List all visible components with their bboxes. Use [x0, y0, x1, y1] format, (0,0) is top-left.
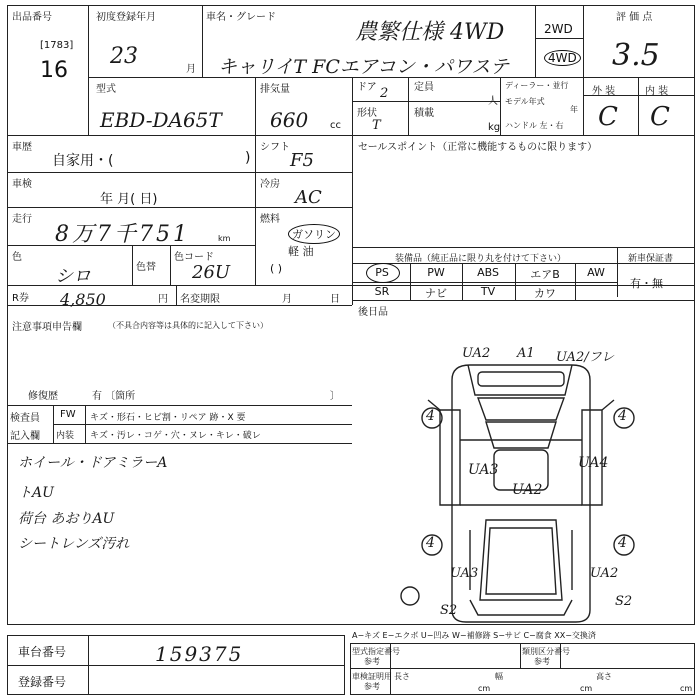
fuel-gas: ガソリン — [288, 224, 340, 244]
damage-legend: A−キズ E−エクボ U−凹み W−補修跡 S−サビ C−腐食 XX−交換済 — [352, 631, 596, 640]
name-change-day: 日 — [330, 294, 340, 305]
diagram-mark: 4 — [618, 408, 627, 424]
equipment-header: 装備品（純正品に限り丸を付けて下さい） — [395, 254, 567, 264]
diagram-mark: UA2/フレ — [556, 350, 615, 365]
notes-sub: （不具合内容等は具体的に記入して下さい） — [108, 321, 268, 330]
lot-number: 16 — [40, 58, 68, 83]
interior-grade: C — [650, 102, 670, 132]
diagram-mark: S2 — [615, 594, 633, 609]
lot-number-label: 出品番号 — [12, 12, 52, 23]
fuel-paren: ( ) — [270, 262, 283, 275]
notes-label: 注意事項申告欄 — [12, 322, 82, 333]
fuel-label: 燃料 — [260, 214, 280, 225]
recycle-label: R券 — [12, 293, 29, 304]
grade-line: キャリイT FCエアコン・パワステ — [218, 56, 509, 78]
equip-abs: ABS — [477, 266, 499, 279]
shift-label: シフト — [260, 142, 290, 153]
drive-4wd: 4WD — [544, 50, 581, 66]
score-label: 評 価 点 — [616, 12, 653, 23]
load-unit: kg — [488, 122, 501, 133]
type-cert-ref: 参考 — [364, 657, 380, 666]
diagram-mark: UA4 — [578, 455, 609, 471]
ac-value: AC — [295, 187, 322, 208]
diagram-mark: UA2 — [462, 346, 491, 361]
dealer-label: ディーラー・並行 — [505, 81, 569, 90]
diagram-mark: UA2 — [590, 566, 619, 581]
color-code: 26U — [192, 262, 231, 283]
equip-sr: SR — [374, 285, 390, 298]
inspection-value: 年 月( 日) — [100, 192, 158, 207]
year-unit: 年 — [570, 105, 578, 114]
load-label: 積載 — [414, 108, 434, 119]
model-name: 農繁仕様 4WD — [355, 20, 505, 45]
warranty-label: 新車保証書 — [628, 254, 674, 264]
capacity-label: 定員 — [414, 82, 434, 93]
type-value: EBD-DA65T — [100, 108, 222, 132]
fw-label: FW — [60, 409, 76, 420]
car-cert-label: 車検証明用 — [352, 672, 392, 681]
inspector-label: 検査員 — [10, 413, 40, 424]
length-unit: cm — [478, 684, 491, 693]
registration-label: 登録番号 — [18, 675, 67, 689]
equip-ps: PS — [375, 266, 389, 279]
repair-close: 〕 — [330, 391, 340, 402]
repair-value: 有 〔箇所 — [92, 391, 136, 402]
yen-unit: 円 — [158, 294, 168, 305]
model-grade-label: 車名・グレード — [206, 12, 276, 23]
equip-leather: カワ — [534, 287, 556, 300]
model-year-label: モデル年式 — [505, 97, 545, 106]
displacement-label: 排気量 — [260, 84, 290, 95]
name-change-month: 月 — [282, 294, 292, 305]
handwritten-note: ホイール・ドアミラーA — [18, 455, 168, 471]
chassis-label: 車台番号 — [18, 645, 67, 659]
km-unit: km — [218, 234, 231, 243]
handwritten-note: シートレンズ汚れ — [18, 536, 130, 552]
equip-navi: ナビ — [425, 287, 447, 300]
width-label: 幅 — [495, 672, 503, 681]
name-change-label: 名変期限 — [180, 294, 220, 305]
mileage-label: 走行 — [12, 214, 32, 225]
capacity-unit: 人 — [488, 96, 498, 107]
shape-value: T — [372, 118, 381, 133]
diagram-mark: A1 — [517, 346, 535, 361]
interior-inspect-label: 内装 — [56, 431, 75, 441]
month-unit: 月 — [186, 64, 196, 75]
car-cert-ref: 参考 — [364, 682, 380, 691]
drive-2wd: 2WD — [544, 22, 573, 36]
color-value: シロ — [55, 266, 91, 287]
diagram-mark: UA3 — [450, 566, 479, 581]
equip-aw: AW — [587, 266, 605, 279]
handwritten-note: 荷台 あおりAU — [18, 511, 115, 527]
sales-point-label: セールスポイント（正常に機能するものに限ります） — [358, 142, 598, 153]
mileage-value: 8万7千751 — [55, 222, 190, 247]
interior-label: 内 装 — [645, 86, 669, 97]
height-label: 高さ — [596, 672, 612, 681]
door-value: 2 — [380, 86, 389, 101]
shape-label: 形状 — [357, 108, 377, 119]
type-cert-label: 型式指定番号 — [352, 647, 400, 656]
chassis-value: 159375 — [155, 642, 244, 666]
equip-airbag: エアB — [530, 268, 560, 281]
lot-sub: [1783] — [40, 40, 74, 51]
after-date-label: 後日品 — [358, 307, 388, 318]
class-label: 類別区分番号 — [522, 647, 570, 656]
diagram-mark: 4 — [618, 535, 627, 551]
handle-label: ハンドル 左・右 — [505, 121, 564, 130]
interior-inspect-text: キズ・汚レ・コゲ・穴・ヌレ・キレ・破レ — [90, 431, 261, 441]
diagram-mark: UA2 — [512, 482, 543, 498]
ac-label: 冷房 — [260, 179, 280, 190]
class-ref: 参考 — [534, 657, 550, 666]
exterior-grade: C — [598, 102, 618, 132]
exterior-label: 外 装 — [592, 86, 616, 97]
displacement-value: 660 — [270, 108, 309, 132]
recycle-value: 4,850 — [60, 290, 106, 309]
score-value: 3.5 — [612, 38, 660, 73]
first-reg-year: 23 — [110, 44, 138, 69]
recolor-label: 色替 — [136, 262, 156, 273]
diagram-mark: UA3 — [468, 462, 499, 478]
equip-tv: TV — [480, 285, 496, 298]
inspection-label: 車検 — [12, 179, 32, 190]
diagram-mark: S2 — [440, 603, 458, 618]
diagram-mark: 4 — [426, 408, 435, 424]
fuel-diesel: 軽 油 — [288, 245, 314, 258]
history-close: ) — [245, 150, 251, 166]
fw-text: キズ・形石・ヒビ割・リペア 跡・X 要 — [90, 413, 246, 423]
type-label: 型式 — [96, 84, 116, 95]
door-label: ドア — [357, 82, 377, 93]
color-label: 色 — [12, 252, 22, 263]
diagram-mark: 4 — [426, 535, 435, 551]
color-code-label: 色コード — [174, 252, 214, 263]
cc-unit: cc — [330, 120, 341, 131]
width-unit: cm — [580, 684, 593, 693]
height-unit: cm — [680, 684, 693, 693]
inspector-label-2: 記入欄 — [10, 431, 40, 442]
history-value: 自家用・( — [52, 153, 114, 169]
warranty-value: 有・無 — [630, 277, 663, 290]
shift-value: F5 — [290, 150, 314, 171]
length-label: 長さ — [394, 672, 410, 681]
first-reg-label: 初度登録年月 — [96, 12, 156, 23]
repair-label: 修復歴 — [28, 391, 58, 402]
equip-pw: PW — [427, 266, 445, 279]
history-label: 車歴 — [12, 142, 32, 153]
handwritten-note: トAU — [18, 485, 54, 501]
